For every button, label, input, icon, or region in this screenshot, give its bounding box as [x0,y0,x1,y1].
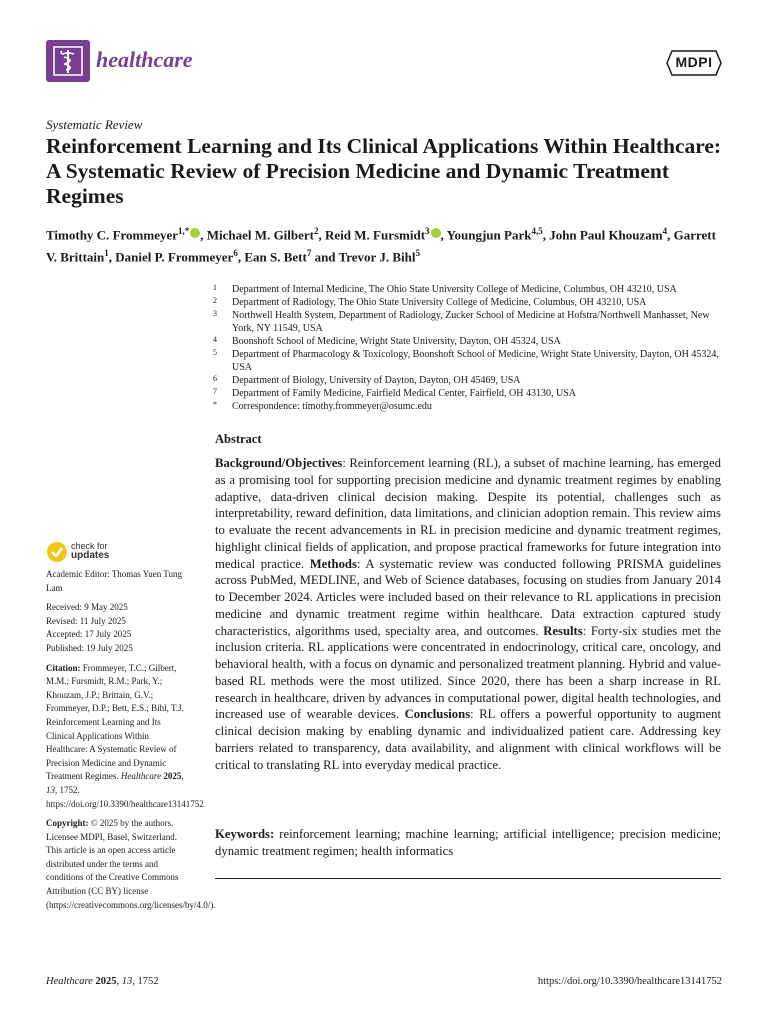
affiliation-number: 3 [213,309,217,318]
affiliation-text: Department of Internal Medicine, The Ohio State University College of Medicine, Columbus, OH 43210, USA [232,284,677,295]
author-name: Youngjun Park [446,227,532,243]
article-info-sidebar [46,568,216,918]
author-name: Ean S. Bett [244,249,307,265]
affiliation-number: 1 [213,283,217,292]
affiliation-number: 2 [213,296,217,305]
author-separator: , [200,227,207,243]
affiliation [213,348,728,374]
affiliation-number: 6 [213,374,217,383]
citation-journal: Healthcare [120,771,162,782]
affiliation [213,296,728,309]
abstract-section-label: Methods [309,556,357,571]
abstract-section-separator: : [342,456,350,470]
citation-label: Citation: [46,662,81,673]
author-separator: , [440,227,447,243]
citation-year: 2025 [163,771,182,782]
abstract-section-label: Background/Objectives [215,456,343,470]
abstract-heading: Abstract [215,432,262,446]
affiliation-text: Boonshoft School of Medicine, Wright State University, Dayton, OH 45324, USA [232,336,561,347]
divider [215,878,721,879]
author-separator: , [237,249,245,265]
footer-journal: Healthcare [46,976,93,987]
affiliation-number: 4 [213,335,217,344]
abstract-section-separator: : [582,623,591,638]
author-separator: , [108,249,116,265]
author-separator: , [318,227,325,243]
citation-doi[interactable]: , 1752. https://doi.org/10.3390/healthcare13141752 [46,784,204,809]
author-name: Trevor J. Bihl [338,249,416,265]
publisher-logo [666,50,722,76]
check-for-updates-icon [46,540,68,564]
abstract-section-text: Reinforcement learning (RL), a subset of machine learning, has emerged as a promising tool for supporting precision medicine and dynamic treatment regimes by enabling adaptive, data-driven clinical decision making. Despite its potential, challenges such as interpretability, reward definition, data limitations, and clinician adoption remain. This review aims to evaluate the recent advancements in RL in precision medicine and dynamic treatment regimes, highlight clinical fields of application, and propose practical frameworks for future integration into medical practice. [215,456,721,571]
author-affiliation-mark: 1,* [178,226,190,236]
abstract-section-text: Forty-six studies met the inclusion criteria. RL applications were concentrated in endocrinology, critical care, oncology, and behavioral health, with a focus on dynamic and personalized treatment planning. Hybrid and value-based RL methods were the most utilized. Since 2020, there has been a sharp increase in RL research in healthcare, driven by advances in computational power, digital health technologies, and increased use of wearable devices. [215,623,721,722]
academic-editor: Academic Editor: Thomas Yuen Tung Lam [46,569,182,593]
publication-dates [46,601,191,655]
footer-citation: Healthcare 2025, 13, 1752 [46,976,159,987]
copyright-text: © 2025 by the authors. Licensee MDPI, Basel, Switzerland. This article is an open access article distributed under the terms and conditions of the Creative Commons Attribution (CC BY) license (https://creativecommons.org/licenses/by/4.0/). [46,818,216,910]
affiliation-number: 7 [213,387,217,396]
author-name: Garrett V. Brittain [46,227,716,265]
abstract-section-label: Conclusions [404,707,471,722]
keywords-label: Keywords: [215,827,275,841]
affiliation [213,335,728,348]
received-date: Received: 9 May 2025 [46,602,128,613]
author-separator: , [542,227,550,243]
affiliation-text: Department of Family Medicine, Fairfield Medical Center, Fairfield, OH 43130, USA [232,388,576,399]
affiliation [213,374,728,387]
footer-article-number: , 1752 [132,976,159,987]
journal-logo [46,40,90,82]
citation-volume: 13 [46,784,55,795]
affiliation [213,400,728,413]
author-affiliation-mark: 5 [415,248,420,259]
citation-text: Frommeyer, T.C.; Gilbert, M.M.; Fursmidt, R.M.; Park, Y.; Khouzam, J.P.; Brittain, G.V.; Frommeyer, D.P.; Bett, E.S.; Bihl, T.J. Reinforcement Learning and Its Clinical Applications Within Healthcare: A Systematic Review of Precision Medicine and Dynamic Treatment Regimes. [46,662,184,782]
article-type: Systematic Review [46,117,143,132]
abstract-body [215,455,721,773]
accepted-date: Accepted: 17 July 2025 [46,629,132,640]
abstract-section-text: RL offers a powerful opportunity to augment clinical decision making by enabling dynamic and individualized patient care. Addressing key barriers related to transparency, data availability, and alignment with clinical workflows will be critical to translating RL into everyday medical practice. [215,707,722,772]
affiliation [213,387,728,400]
author-affiliation-mark: 2 [314,226,319,236]
orcid-icon[interactable] [190,228,200,238]
orcid-icon[interactable] [431,228,441,238]
affiliation-text: Correspondence: timothy.frommeyer@osumc.edu [232,401,432,412]
author-name: Reid M. Fursmidt [325,227,426,243]
author-affiliation-mark: 4,5 [531,226,543,236]
footer-year: 2025 [95,976,117,987]
publisher-name: MDPI [675,54,713,70]
badge-line2: updates [71,550,110,561]
abstract-section-separator: : [356,556,366,571]
author-name: John Paul Khouzam [549,227,663,243]
abstract-section-text: A systematic review was conducted following PRISMA guidelines across PubMed, MEDLINE, and Web of Science databases, focusing on studies from January 2014 to December 2024. Articles were included based on their relevance to RL applications in precision medicine and dynamic treatment regime within healthcare. Data extraction captured study characteristics, algorithms used, specialty area, and outcomes. [215,556,722,638]
author-affiliation-mark: 7 [306,248,312,259]
author-affiliation-mark: 1 [104,248,109,259]
affiliation-number: * [213,400,217,409]
affiliation [213,309,728,335]
affiliation [213,283,728,296]
check-for-updates-badge[interactable] [46,540,166,564]
article-title: Reinforcement Learning and Its Clinical Applications Within Healthcare: A Systematic Review of Precision Medicine and Dynamic Treatment Regimes [46,134,722,208]
keywords [215,826,721,860]
journal-name: healthcare [96,47,193,72]
affiliation-list [213,283,728,413]
badge-line1: check for [71,541,108,551]
author-list [46,222,726,267]
staff-of-asclepius-icon [46,40,90,82]
footer-volume: 13 [121,976,133,987]
copyright-label: Copyright: [46,818,89,829]
author-name: Michael M. Gilbert [206,227,314,243]
author-affiliation-mark: 3 [425,226,430,236]
published-date: Published: 19 July 2025 [46,642,133,653]
keywords-text: reinforcement learning; machine learning; artificial intelligence; precision medicine; dynamic treatment regimen; health informatics [215,827,722,858]
abstract-section-label: Results [543,623,583,638]
author-affiliation-mark: 4 [662,226,668,236]
citation: Citation: Frommeyer, T.C.; Gilbert, M.M.; Fursmidt, R.M.; Park, Y.; Khouzam, J.P.; Brittain, G.V.; Frommeyer, D.P.; Bett, E.S.; Bihl, T.J. Reinforcement Learning and Its Clinical Applications Within Healthcare: A Systematic Review of Precision Medicine and Dynamic Treatment Regimes. Healthcare 2025, 13, 1752. https://doi.org/10.3390/healthcare13141752 [46,662,204,809]
author-separator: , [667,227,674,243]
copyright [46,817,216,912]
affiliation-number: 5 [213,348,217,357]
author-separator: and [311,249,339,265]
affiliation-text: Department of Radiology, The Ohio State University College of Medicine, Columbus, OH 43210, USA [232,297,647,308]
author-name: Daniel P. Frommeyer [115,249,234,265]
affiliation-text: Northwell Health System, Department of Radiology, Zucker School of Medicine at Hofstra/Northwell Manhasset, New York, NY 11549, USA [232,310,710,334]
author-name: Timothy C. Frommeyer [46,227,179,243]
author-affiliation-mark: 6 [233,248,238,259]
affiliation-text: Department of Biology, University of Dayton, Dayton, OH 45469, USA [232,375,521,386]
footer-doi-link[interactable]: https://doi.org/10.3390/healthcare13141752 [537,976,722,987]
revised-date: Revised: 11 July 2025 [46,615,126,626]
affiliation-text: Department of Pharmacology & Toxicology, Boonshoft School of Medicine, Wright State University, Dayton, OH 45324, USA [232,349,719,373]
abstract-section-separator: : [470,707,480,722]
